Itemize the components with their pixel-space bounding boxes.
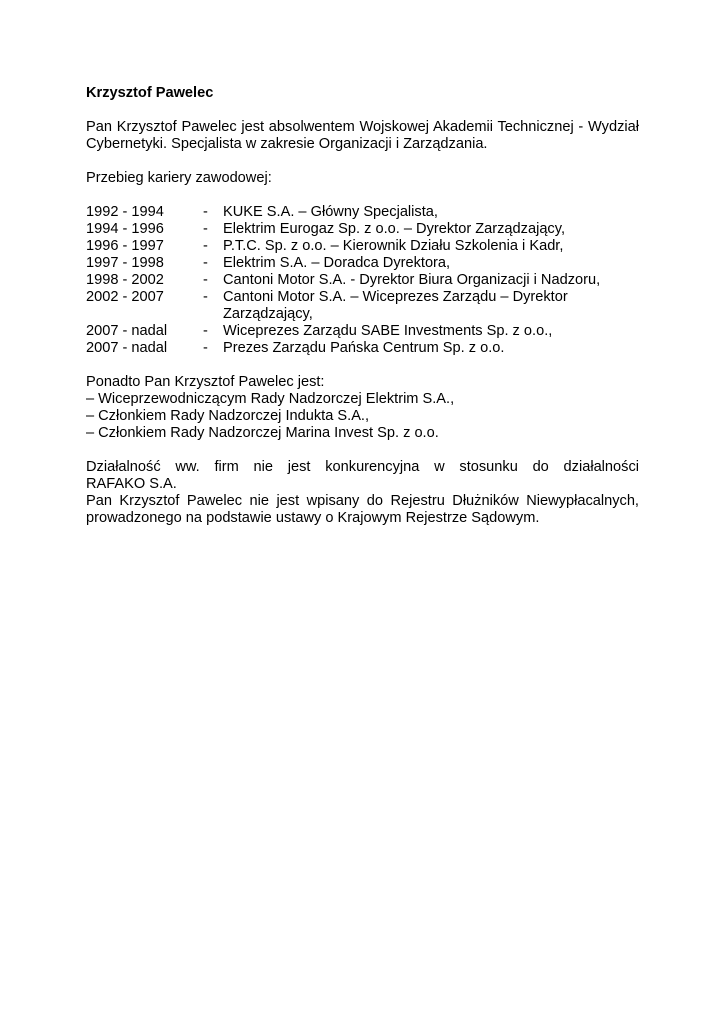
- career-years: 1996 - 1997: [86, 238, 164, 254]
- career-item: [86, 221, 639, 238]
- career-description: Elektrim Eurogaz Sp. z o.o. – Dyrektor Zarządzający,: [223, 221, 565, 237]
- role-item: [86, 425, 639, 442]
- career-description: P.T.C. Sp. z o.o. – Kierownik Działu Szkolenia i Kadr,: [223, 238, 564, 254]
- career-list: [86, 204, 639, 357]
- role-item: [86, 408, 639, 425]
- career-dash: -: [203, 289, 208, 305]
- career-item: [86, 272, 639, 289]
- role-text: Członkiem Rady Nadzorczej Indukta S.A.,: [98, 408, 370, 424]
- intro-paragraph: Pan Krzysztof Pawelec jest absolwentem Wojskowej Akademii Technicznej - Wydział Cybernetyki. Specjalista w zakresie Organizacji i Zarządzania.: [86, 119, 639, 152]
- career-years: 2007 - nadal: [86, 340, 168, 356]
- role-dash: –: [86, 425, 95, 441]
- spacer: [86, 357, 639, 374]
- register-line-2: prowadzonego na podstawie ustawy o Krajowym Rejestrze Sądowym.: [86, 510, 540, 526]
- career-item: [86, 204, 639, 221]
- career-dash: -: [203, 204, 208, 220]
- career-dash: -: [203, 255, 208, 271]
- career-description: Cantoni Motor S.A. – Wiceprezes Zarządu – Dyrektor Zarządzający,: [223, 289, 568, 322]
- career-heading: Przebieg kariery zawodowej:: [86, 170, 272, 186]
- role-text: Wiceprzewodniczącym Rady Nadzorczej Elektrim S.A.,: [98, 391, 455, 407]
- career-years: 1997 - 1998: [86, 255, 164, 271]
- spacer: [86, 153, 639, 170]
- career-dash: -: [203, 221, 208, 237]
- roles-list: [86, 391, 639, 442]
- career-item: [86, 255, 639, 272]
- career-years: 1994 - 1996: [86, 221, 164, 237]
- role-dash: –: [86, 391, 95, 407]
- role-text: Członkiem Rady Nadzorczej Marina Invest Sp. z o.o.: [98, 425, 439, 441]
- role-item: [86, 391, 639, 408]
- career-description: Prezes Zarządu Pańska Centrum Sp. z o.o.: [223, 340, 505, 356]
- spacer: [86, 187, 639, 204]
- career-dash: -: [203, 340, 208, 356]
- person-name-heading: Krzysztof Pawelec: [86, 85, 214, 101]
- career-years: 2002 - 2007: [86, 289, 164, 305]
- roles-heading: Ponadto Pan Krzysztof Pawelec jest:: [86, 374, 325, 390]
- spacer: [86, 442, 639, 459]
- document-page: [86, 85, 639, 527]
- career-dash: -: [203, 323, 208, 339]
- activity-line-1: Działalność ww. firm nie jest konkurencyjna w stosunku do działalności: [86, 459, 639, 475]
- career-item: [86, 289, 639, 323]
- career-dash: -: [203, 272, 208, 288]
- career-item: [86, 238, 639, 255]
- activity-line-2: RAFAKO S.A.: [86, 476, 177, 492]
- career-item: [86, 340, 639, 357]
- career-dash: -: [203, 238, 208, 254]
- career-item: [86, 323, 639, 340]
- career-description: Elektrim S.A. – Doradca Dyrektora,: [223, 255, 451, 271]
- career-years: 1992 - 1994: [86, 204, 164, 220]
- career-description: Wiceprezes Zarządu SABE Investments Sp. z o.o.,: [223, 323, 553, 339]
- role-dash: –: [86, 408, 95, 424]
- career-years: 1998 - 2002: [86, 272, 164, 288]
- career-description: KUKE S.A. – Główny Specjalista,: [223, 204, 438, 220]
- career-description: Cantoni Motor S.A. - Dyrektor Biura Organizacji i Nadzoru,: [223, 272, 601, 288]
- career-years: 2007 - nadal: [86, 323, 168, 339]
- register-line-1: Pan Krzysztof Pawelec nie jest wpisany do Rejestru Dłużników Niewypłacalnych,: [86, 493, 639, 509]
